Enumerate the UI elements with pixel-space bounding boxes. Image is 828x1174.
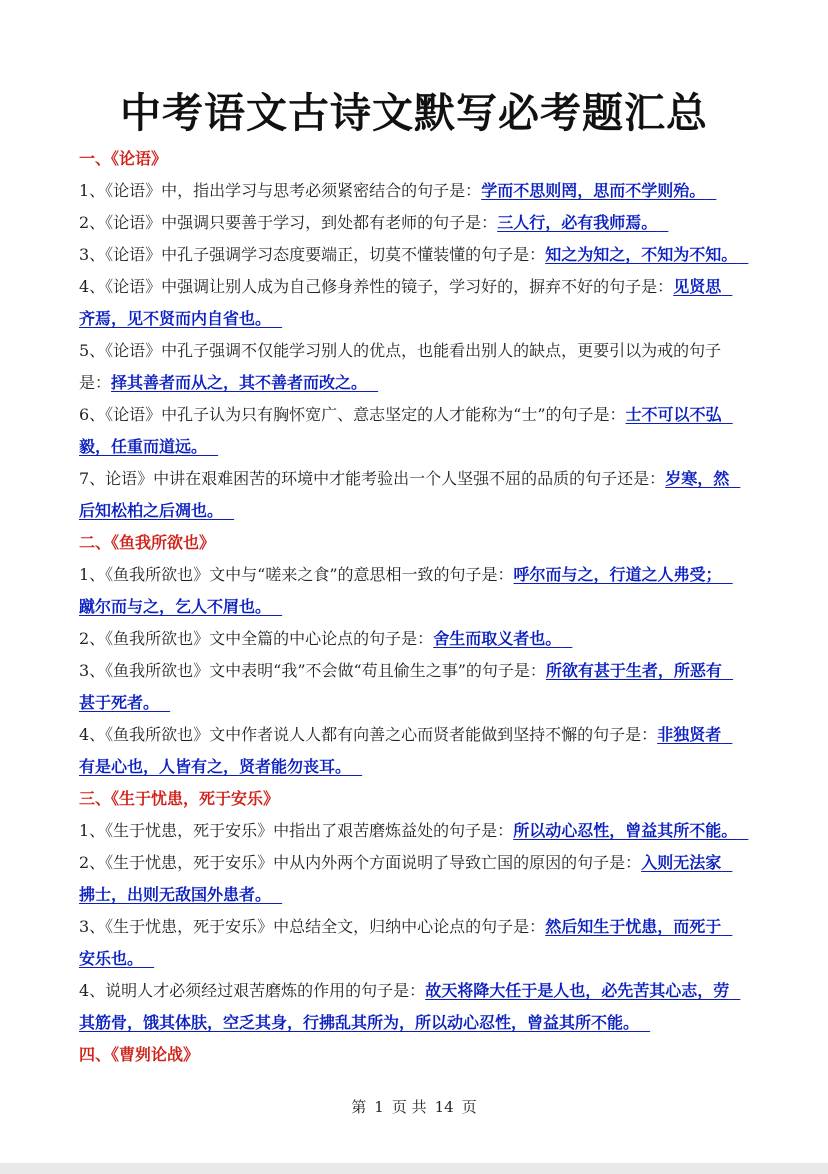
answer-text: 所欲有甚于生者，所恶有 [545,661,722,680]
question-text: 3、《生于忧患，死于安乐》中总结全文，归纳中心论点的句子是： [79,917,546,936]
question-line [79,655,751,687]
answer-text: 三人行，必有我师焉。 [497,213,658,232]
question-text: 5、《论语》中孔子强调不仅能学习别人的优点，也能看出别人的缺点，更要引以为戒的句子 [79,341,722,360]
question-line [79,303,751,335]
question-text: 1、《生于忧患，死于安乐》中指出了艰苦磨炼益处的句子是： [79,821,514,840]
answer-text: 齐焉，见不贤而内自省也。 [79,309,272,328]
question-line [79,943,751,975]
question-line [79,207,751,239]
question-line [79,815,751,847]
answer-text: 见贤思 [673,277,722,296]
answer-text: 毅，任重而道远。 [79,437,208,456]
question-line [79,879,751,911]
question-line [79,399,751,431]
question-line [79,175,751,207]
answer-text: 其筋骨，饿其体肤，空乏其身，行拂乱其所为，所以动心忍性，曾益其所不能。 [79,1013,640,1032]
question-line [79,623,751,655]
question-text: 6、《论语》中孔子认为只有胸怀宽广、意志坚定的人才能称为“士”的句子是： [79,405,626,424]
footer-mid: 页 共 [391,1098,427,1116]
question-text: 是： [79,373,112,392]
answer-text: 舍生而取义者也。 [433,629,562,648]
question-text: 3、《鱼我所欲也》文中表明“我”不会做“苟且偷生之事”的句子是： [79,661,546,680]
answer-text: 非独贤者 [657,725,722,744]
answer-text: 呼尔而与之，行道之人弗受； [513,565,722,584]
question-line [79,559,751,591]
footer-suffix: 页 [461,1098,477,1116]
question-text: 4、《论语》中强调让别人成为自己修身养性的镜子，学习好的，摒弃不好的句子是： [79,277,674,296]
question-line [79,591,751,623]
answer-text: 学而不思则罔，思而不学则殆。 [481,181,706,200]
question-line [79,431,751,463]
page-footer [0,1096,828,1117]
question-line [79,751,751,783]
answer-text: 知之为知之，不知为不知。 [545,245,738,264]
section-heading: 四、《曹刿论战》 [79,1045,200,1064]
bottom-strip [0,1163,828,1174]
question-text: 1、《论语》中，指出学习与思考必须紧密结合的句子是： [79,181,482,200]
question-text: 1、《鱼我所欲也》文中与“嗟来之食”的意思相一致的句子是： [79,565,514,584]
question-text: 7、论语》中讲在艰难困苦的环境中才能考验出一个人坚强不屈的品质的句子还是： [79,469,666,488]
footer-page-number: 1 [374,1098,384,1116]
question-text: 2、《鱼我所欲也》文中全篇的中心论点的句子是： [79,629,434,648]
question-line [79,847,751,879]
question-line [79,1007,751,1039]
question-line [79,367,751,399]
section-heading: 一、《论语》 [79,149,168,168]
answer-text: 甚于死者。 [79,693,160,712]
page-title: 中考语文古诗文默写必考题汇总 [120,89,708,137]
question-line [79,719,751,751]
question-line [79,495,751,527]
question-line [79,335,751,367]
footer-total-pages: 14 [434,1098,454,1116]
question-line [79,687,751,719]
section-heading: 二、《鱼我所欲也》 [79,533,216,552]
section-heading: 三、《生于忧患，死于安乐》 [79,789,280,808]
answer-text: 有是心也，人皆有之，贤者能勿丧耳。 [79,757,352,776]
answer-text: 所以动心忍性，曾益其所不能。 [513,821,738,840]
answer-text: 岁寒，然 [665,469,730,488]
question-line [79,239,751,271]
question-text: 4、《鱼我所欲也》文中作者说人人都有向善之心而贤者能做到坚持不懈的句子是： [79,725,658,744]
answer-text: 然后知生于忧患，而死于 [545,917,722,936]
question-line [79,463,751,495]
answer-text: 后知松柏之后凋也。 [79,501,224,520]
question-text: 2、《生于忧患，死于安乐》中从内外两个方面说明了导致亡国的原因的句子是： [79,853,642,872]
answer-text: 择其善者而从之，其不善者而改之。 [111,373,368,392]
question-line [79,975,751,1007]
question-text: 3、《论语》中孔子强调学习态度要端正，切莫不懂装懂的句子是： [79,245,546,264]
content-body [79,143,751,1071]
question-line [79,911,751,943]
footer-prefix: 第 [351,1098,367,1116]
answer-text: 蹴尔而与之，乞人不屑也。 [79,597,272,616]
question-line [79,271,751,303]
question-text: 4、说明人才必须经过艰苦磨炼的作用的句子是： [79,981,426,1000]
answer-text: 士不可以不弘 [625,405,722,424]
answer-text: 安乐也。 [79,949,144,968]
answer-text: 拂士，出则无敌国外患者。 [79,885,272,904]
question-text: 2、《论语》中强调只要善于学习，到处都有老师的句子是： [79,213,498,232]
answer-text: 入则无法家 [641,853,722,872]
answer-text: 故天将降大任于是人也，必先苦其心志，劳 [425,981,730,1000]
